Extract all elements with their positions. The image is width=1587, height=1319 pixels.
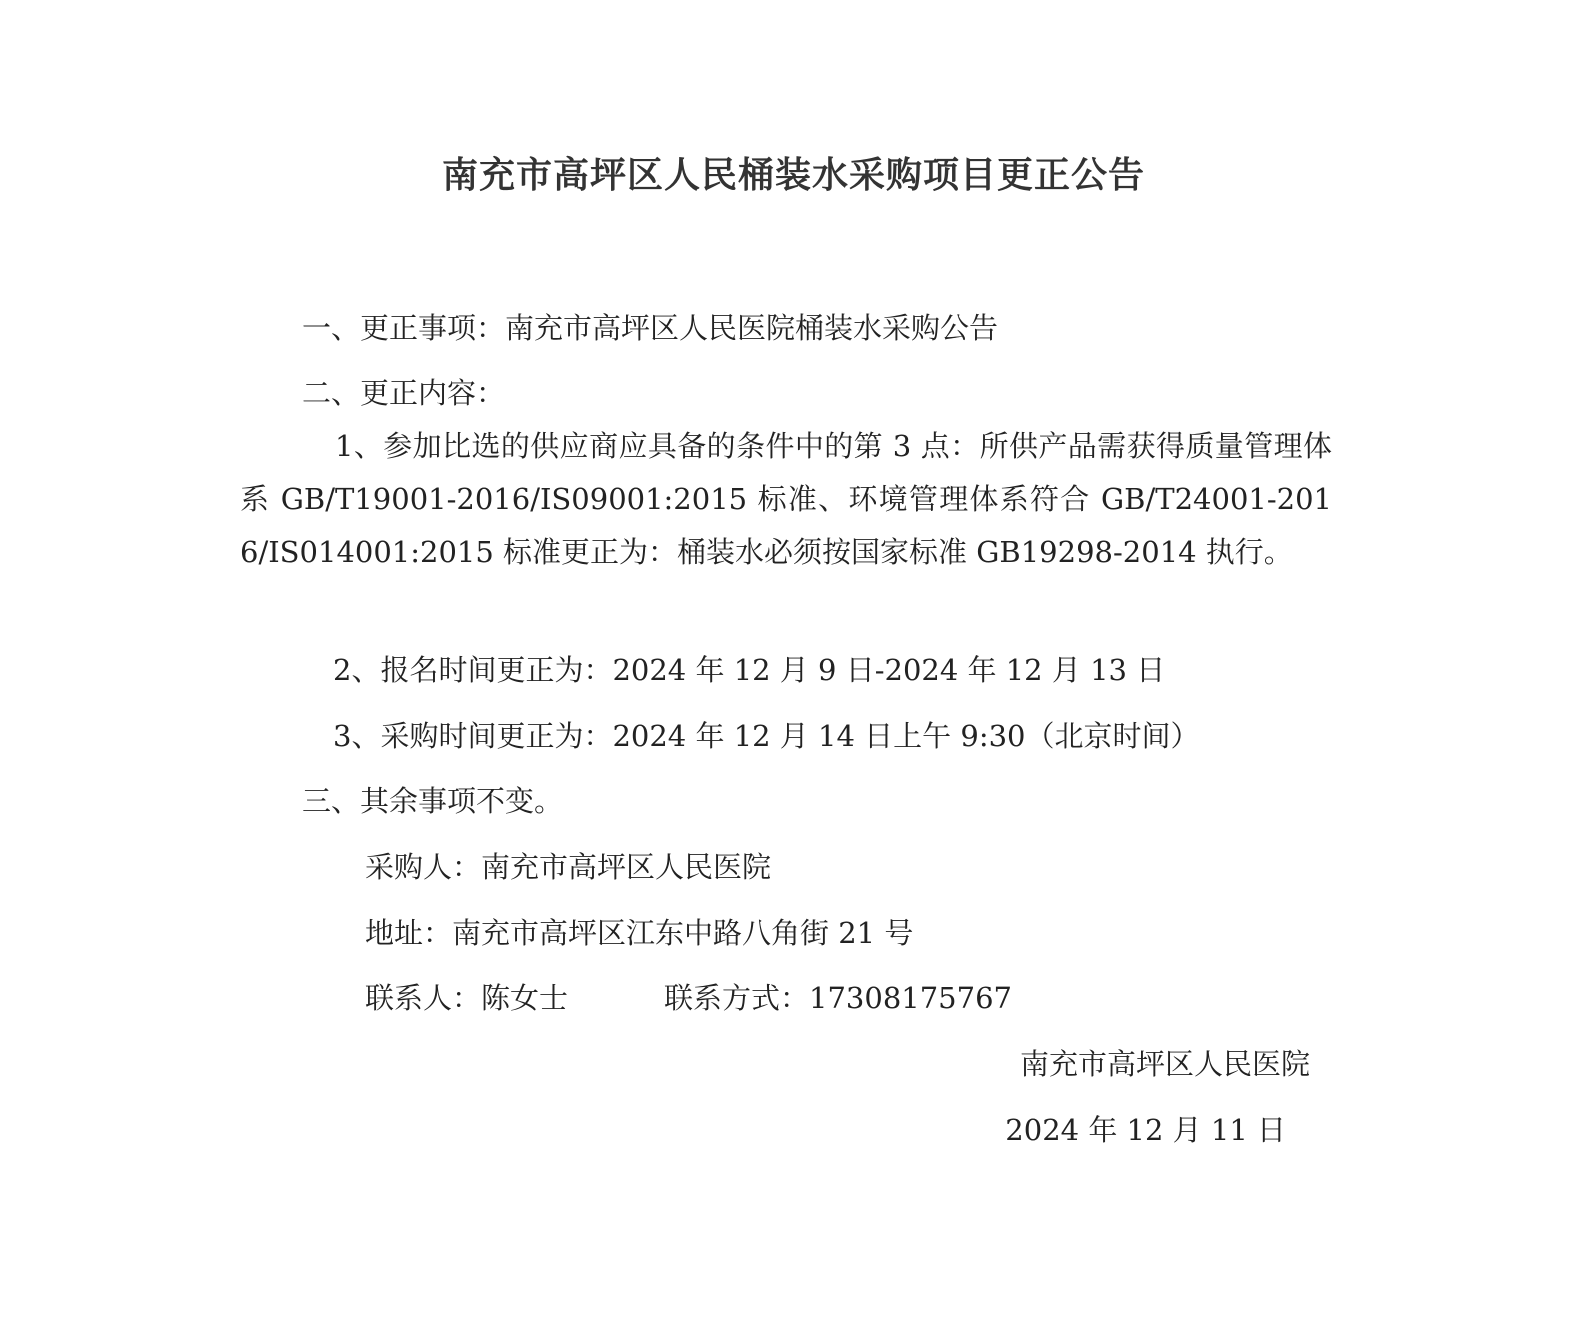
correction-point-3: 3、采购时间更正为：2024 年 12 月 14 日上午 9:30（北京时间） [333,719,1200,753]
contact-person: 联系人：陈女士 [365,981,569,1015]
correction-point-1: 1、参加比选的供应商应具备的条件中的第 3 点：所供产品需获得质量管理体系 GB/T19001-2016/IS09001:2015 标准、环境管理体系符合 GB/T24001-2016/IS014001:2015 标准更正为：桶装水必须按国家标准 GB19298-2014 执行。 [240,429,1332,569]
signature-date: 2024 年 12 月 11 日 [1005,1113,1286,1147]
purchaser-line: 采购人：南充市高坪区人民医院 [365,850,772,884]
correction-item-section: 一、更正事项：南充市高坪区人民医院桶装水采购公告 [302,311,999,345]
other-items-unchanged: 三、其余事项不变。 [302,784,564,818]
correction-point-2: 2、报名时间更正为：2024 年 12 月 9 日-2024 年 12 月 13 日 [333,653,1166,687]
correction-content-heading: 二、更正内容： [302,376,506,410]
signature-organization: 南充市高坪区人民医院 [1019,1047,1310,1081]
contact-line [365,978,1012,1018]
contact-phone: 联系方式：17308175767 [664,981,1012,1015]
address-line: 地址：南充市高坪区江东中路八角街 21 号 [365,916,914,950]
document-title: 南充市高坪区人民桶装水采购项目更正公告 [441,155,1145,196]
